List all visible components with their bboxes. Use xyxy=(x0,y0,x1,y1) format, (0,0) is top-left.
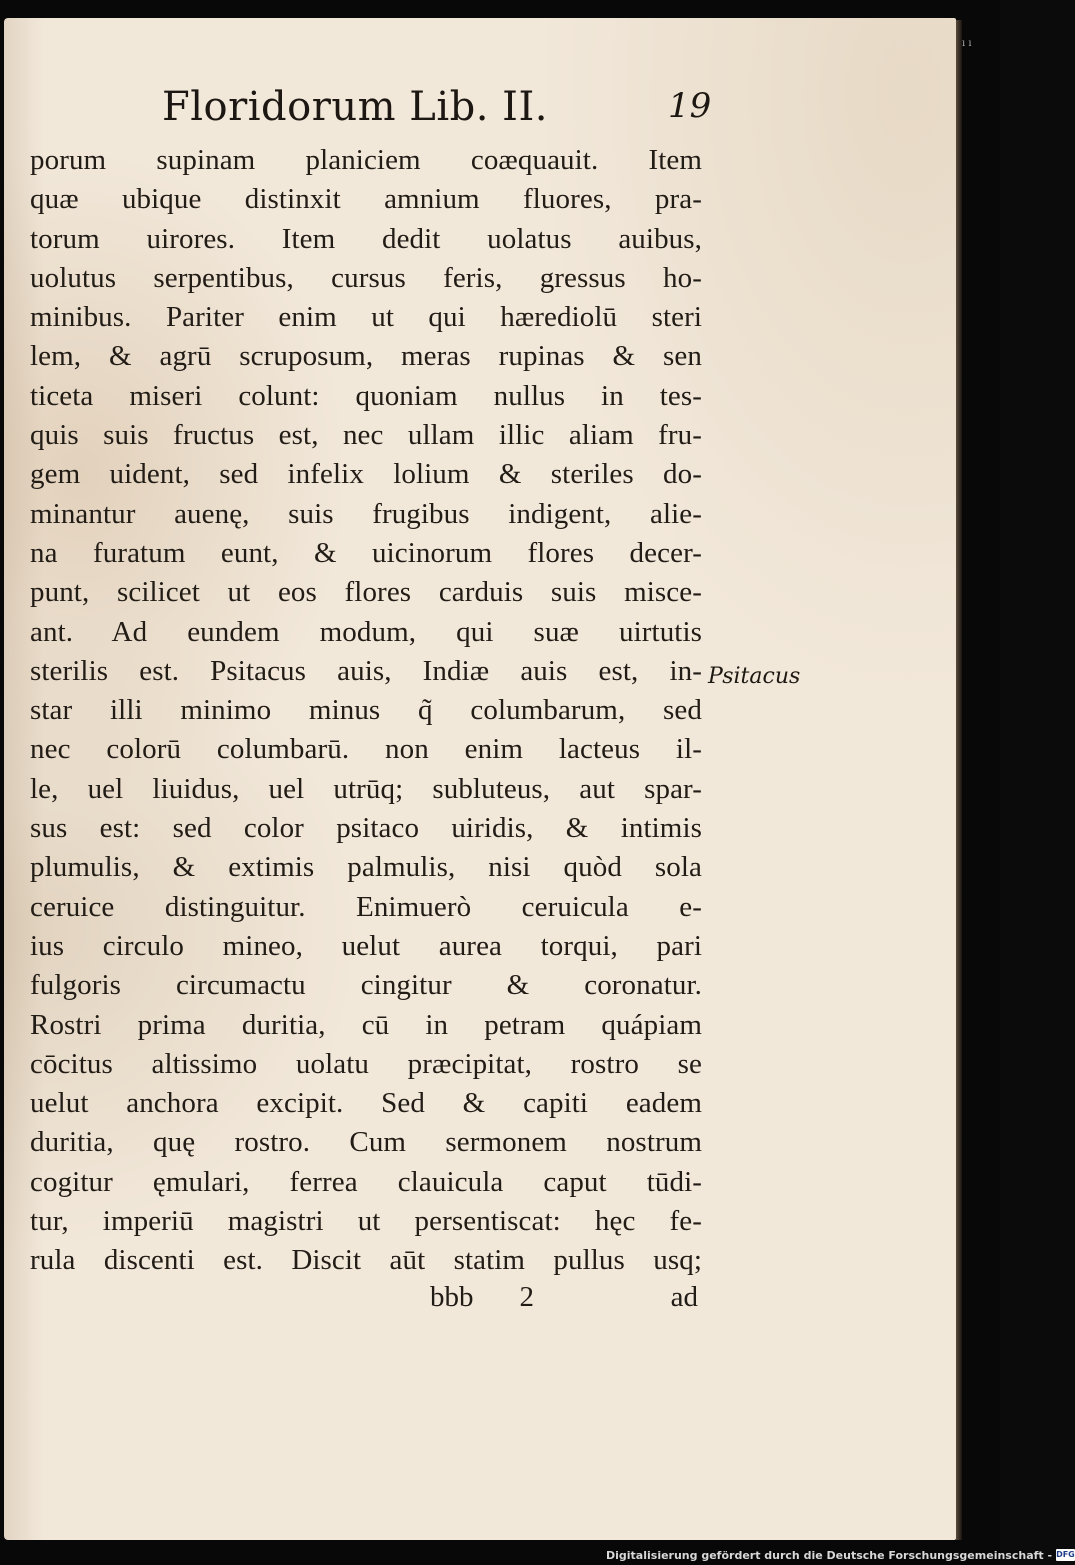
text-line: star illi minimo minus q̃ columbarum, sed xyxy=(30,694,702,727)
text-line: punt, scilicet ut eos flores carduis suis misce- xyxy=(30,576,702,609)
dfg-logo: DFG xyxy=(1056,1550,1075,1559)
text-line: na furatum eunt, & uicinorum flores decer- xyxy=(30,536,702,569)
text-line: minantur auenę, suis frugibus indigent, alie- xyxy=(30,497,702,530)
text-line: lem, & agrū scruposum, meras rupinas & sen xyxy=(30,340,702,373)
text-line: uolutus serpentibus, cursus feris, gressus ho- xyxy=(30,261,702,294)
text-line: gem uident, sed infelix lolium & steriles do- xyxy=(30,458,702,491)
text-line: nec colorū columbarū. non enim lacteus il- xyxy=(30,733,702,766)
text-line: ant. Ad eundem modum, qui suæ uirtutis xyxy=(30,615,702,648)
page-edge xyxy=(956,20,962,1540)
signature-letters: bbb xyxy=(430,1281,474,1313)
text-line: plumulis, & extimis palmulis, nisi quòd sola xyxy=(30,851,702,884)
text-line: uelut anchora excipit. Sed & capiti eadem xyxy=(30,1087,702,1120)
signature-catchword-line xyxy=(430,1281,698,1321)
text-line: le, uel liuidus, uel utrūq; subluteus, aut spar- xyxy=(30,772,702,805)
credit-text: Digitalisierung gefördert durch die Deutsche Forschungsgemeinschaft - xyxy=(606,1548,1053,1562)
text-line: tur, imperiū magistri ut persentiscat: hęc fe- xyxy=(30,1205,702,1238)
text-line: Rostri prima duritia, cū in petram quápiam xyxy=(30,1008,702,1041)
marginal-note: Psitacus xyxy=(708,664,801,689)
scanner-marks: ı ı xyxy=(962,38,972,49)
text-line: ceruice distinguitur. Enimuerò ceruicula e- xyxy=(30,890,702,923)
text-line: duritia, quę rostro. Cum sermonem nostrum xyxy=(30,1126,702,1159)
text-line: torum uirores. Item dedit uolatus auibus, xyxy=(30,222,702,255)
text-line: quis suis fructus est, nec ullam illic aliam fru- xyxy=(30,419,702,452)
text-line: cogitur ęmulari, ferrea clauicula caput tūdi- xyxy=(30,1165,702,1198)
text-line: quæ ubique distinxit amnium fluores, pra- xyxy=(30,183,702,216)
text-line: ticeta miseri colunt: quoniam nullus in tes- xyxy=(30,379,702,412)
text-line: sterilis est. Psitacus auis, Indiæ auis est, in- xyxy=(30,654,702,687)
signature-number: 2 xyxy=(519,1281,534,1313)
text-line: ius circulo mineo, uelut aurea torqui, pari xyxy=(30,929,702,962)
catchword: ad xyxy=(670,1281,698,1313)
text-line: cōcitus altissimo uolatu præcipitat, rostro se xyxy=(30,1047,702,1080)
text-line: minibus. Pariter enim ut qui hærediolū steri xyxy=(30,301,702,334)
text-line: rula discenti est. Discit aūt statim pullus usq; xyxy=(30,1244,702,1277)
text-line: sus est: sed color psitaco uiridis, & intimis xyxy=(30,812,702,845)
signature-mark xyxy=(430,1281,534,1321)
digitization-credit xyxy=(606,1547,1075,1563)
text-line: fulgoris circumactu cingitur & coronatur. xyxy=(30,969,702,1002)
text-line: porum supinam planiciem coæquauit. Item xyxy=(30,144,702,176)
body-text xyxy=(30,141,702,1281)
running-title: Floridorum Lib. II. xyxy=(162,84,548,130)
folio-number: 19 xyxy=(668,86,712,126)
